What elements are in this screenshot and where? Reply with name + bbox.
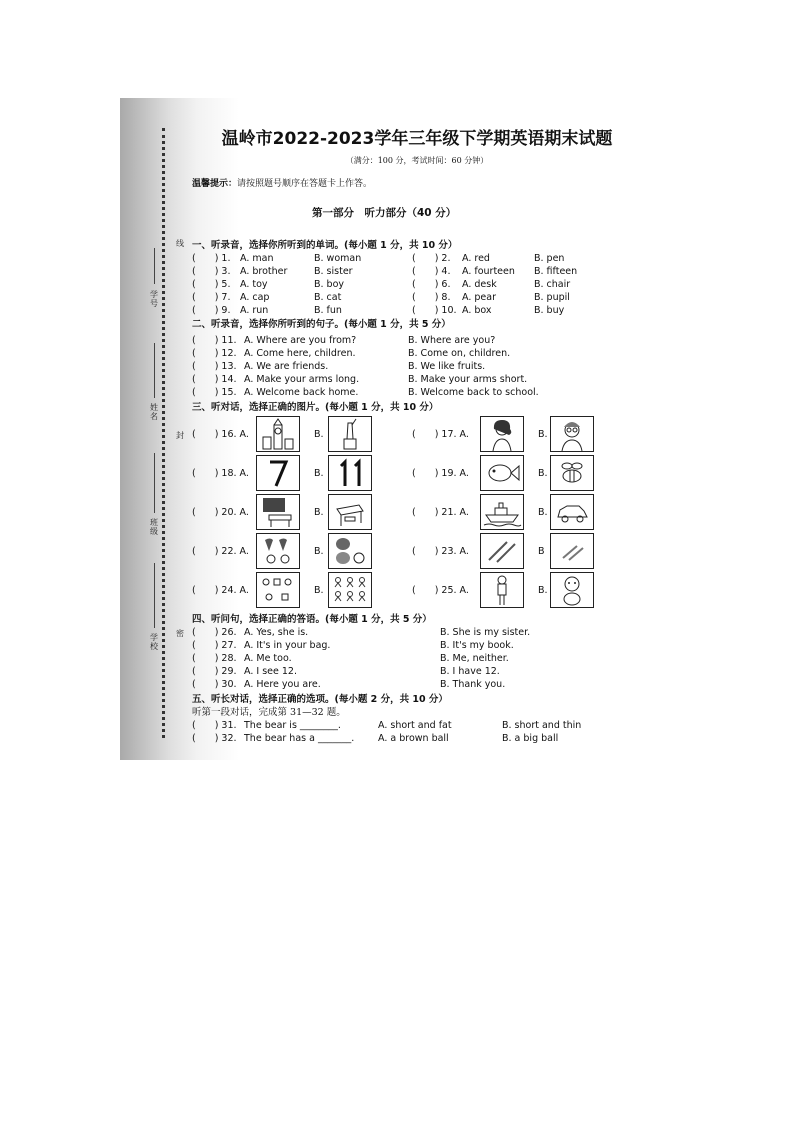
q-num: ( ) 24. A. xyxy=(192,585,249,596)
q-num: ( ) 3. xyxy=(192,266,231,277)
q-num: ( ) 17. A. xyxy=(412,429,469,440)
ship-icon[interactable] xyxy=(480,494,524,530)
option-a[interactable]: A. I see 12. xyxy=(244,666,297,677)
exam-content xyxy=(190,98,640,760)
watermelons-icon[interactable] xyxy=(328,533,372,569)
seal-mark-seal: 封 xyxy=(176,431,184,440)
student-number-label: 学号 xyxy=(150,290,158,308)
bee-icon[interactable] xyxy=(550,455,594,491)
clock-tower-icon[interactable] xyxy=(256,416,300,452)
option-b[interactable]: B. sister xyxy=(314,266,353,277)
option-b[interactable]: B. She is my sister. xyxy=(440,627,531,638)
option-a[interactable]: A. Come here, children. xyxy=(244,348,356,359)
option-b-label: B. xyxy=(314,585,324,596)
tip xyxy=(192,178,372,190)
q-num: ( ) 19. A. xyxy=(412,468,469,479)
car-icon[interactable] xyxy=(550,494,594,530)
q-num: ( ) 15. xyxy=(192,387,237,398)
option-b[interactable]: B. Thank you. xyxy=(440,679,506,690)
option-a[interactable]: A. Welcome back home. xyxy=(244,387,359,398)
option-a[interactable]: A. fourteen xyxy=(462,266,515,277)
q-num: ( ) 7. xyxy=(192,292,231,303)
section-1-heading: 一、听录音，选择你所听到的单词。(每小题 1 分，共 10 分） xyxy=(192,240,458,251)
option-b[interactable]: B. We like fruits. xyxy=(408,361,486,372)
q-num: ( ) 10. xyxy=(412,305,457,316)
q-num: ( ) 2. xyxy=(412,253,451,264)
option-b[interactable]: B. Where are you? xyxy=(408,335,496,346)
option-b[interactable]: B. It's my book. xyxy=(440,640,514,651)
q-num: ( ) 14. xyxy=(192,374,237,385)
q-num: ( ) 25. A. xyxy=(412,585,469,596)
section-4-heading: 四、听问句，选择正确的答语。(每小题 1 分，共 5 分） xyxy=(192,614,432,625)
q-num: ( ) 12. xyxy=(192,348,237,359)
section-5-heading: 五、听长对话，选择正确的选项。(每小题 2 分，共 10 分） xyxy=(192,694,448,705)
q-num: ( ) 8. xyxy=(412,292,451,303)
section-2-heading: 二、听录音，选择你所听到的句子。(每小题 1 分，共 5 分） xyxy=(192,319,451,330)
strawberries-icon[interactable] xyxy=(256,533,300,569)
option-a[interactable]: A. Here you are. xyxy=(244,679,321,690)
option-b[interactable]: B. a big ball xyxy=(502,733,559,744)
option-b[interactable]: B. Come on, children. xyxy=(408,348,511,359)
exam-sheet xyxy=(120,98,640,760)
option-b[interactable]: B. I have 12. xyxy=(440,666,500,677)
option-a[interactable]: A. run xyxy=(240,305,269,316)
q-num: ( ) 11. xyxy=(192,335,237,346)
q-num: ( ) 4. xyxy=(412,266,451,277)
option-b[interactable]: B. boy xyxy=(314,279,345,290)
exam-subtitle: （满分：100 分，考试时间：60 分钟） xyxy=(345,156,489,165)
q-num: ( ) 30. xyxy=(192,679,237,690)
option-b[interactable]: B. buy xyxy=(534,305,565,316)
section-3-heading: 三、听对话，选择正确的图片。(每小题 1 分，共 10 分） xyxy=(192,402,439,413)
option-b[interactable]: B. Me, neither. xyxy=(440,653,509,664)
school-field[interactable] xyxy=(154,563,155,628)
number-seven-icon[interactable] xyxy=(256,455,300,491)
option-b-label: B. xyxy=(538,507,548,518)
option-b-label: B. xyxy=(538,468,548,479)
option-a[interactable]: A. toy xyxy=(240,279,268,290)
option-b-label: B. xyxy=(314,468,324,479)
seal-mark-line: 线 xyxy=(176,239,184,248)
question-stem: The bear is ________. xyxy=(244,720,341,731)
option-b[interactable]: B. cat xyxy=(314,292,342,303)
option-a[interactable]: A. a brown ball xyxy=(378,733,449,744)
q-num: ( ) 16. A. xyxy=(192,429,249,440)
number-eleven-icon[interactable] xyxy=(328,455,372,491)
option-a[interactable]: A. desk xyxy=(462,279,497,290)
option-a[interactable]: A. short and fat xyxy=(378,720,452,731)
option-b[interactable]: B. short and thin xyxy=(502,720,582,731)
boy-icon[interactable] xyxy=(480,572,524,608)
option-a[interactable]: A. cap xyxy=(240,292,270,303)
option-b[interactable]: B. chair xyxy=(534,279,571,290)
q-num: ( ) 6. xyxy=(412,279,451,290)
q-num: ( ) 29. xyxy=(192,666,237,677)
option-a[interactable]: A. Make your arms long. xyxy=(244,374,360,385)
pencils-icon[interactable] xyxy=(480,533,524,569)
option-b[interactable]: B. woman xyxy=(314,253,362,264)
crayons-icon[interactable] xyxy=(550,533,594,569)
q-num: ( ) 21. A. xyxy=(412,507,469,518)
tip-label: 温馨提示： xyxy=(192,179,238,189)
toys-icon[interactable] xyxy=(256,572,300,608)
option-a[interactable]: A. brother xyxy=(240,266,288,277)
q-num: ( ) 18. A. xyxy=(192,468,249,479)
seal-mark-secret: 密 xyxy=(176,629,184,638)
class-label: 班级 xyxy=(150,518,158,536)
option-b-label: B. xyxy=(314,546,324,557)
school-desk-icon[interactable] xyxy=(328,494,372,530)
old-woman-icon[interactable] xyxy=(550,416,594,452)
student-number-field[interactable] xyxy=(154,248,155,284)
q-num: ( ) 28. xyxy=(192,653,237,664)
exam-title: 温岭市2022-2023学年三年级下学期英语期末试题 xyxy=(221,129,613,149)
option-a[interactable]: A. Where are you from? xyxy=(244,335,357,346)
section-5-instruction: 听第一段对话，完成第 31—32 题。 xyxy=(192,707,346,718)
class-field[interactable] xyxy=(154,453,155,513)
q-num: ( ) 13. xyxy=(192,361,237,372)
q-num: ( ) 5. xyxy=(192,279,231,290)
option-a[interactable]: A. pear xyxy=(462,292,496,303)
fish-icon[interactable] xyxy=(480,455,524,491)
seal-dotted-line xyxy=(162,128,165,738)
option-b[interactable]: B. fun xyxy=(314,305,342,316)
q-num: ( ) 31. xyxy=(192,720,237,731)
baby-icon[interactable] xyxy=(550,572,594,608)
option-b[interactable]: B. pupil xyxy=(534,292,570,303)
q-num: ( ) 32. xyxy=(192,733,237,744)
option-a[interactable]: A. man xyxy=(240,253,274,264)
option-a[interactable]: A. box xyxy=(462,305,492,316)
q-num: ( ) 20. A. xyxy=(192,507,249,518)
q-num: ( ) 9. xyxy=(192,305,231,316)
option-b-label: B xyxy=(538,546,545,557)
blackboard-desk-icon[interactable] xyxy=(256,494,300,530)
children-icon[interactable] xyxy=(328,572,372,608)
q-num: ( ) 23. A. xyxy=(412,546,469,557)
q-num: ( ) 1. xyxy=(192,253,231,264)
q-num: ( ) 22. A. xyxy=(192,546,249,557)
q-num: ( ) 27. xyxy=(192,640,237,651)
option-b-label: B. xyxy=(538,585,548,596)
name-label: 姓名 xyxy=(150,403,158,421)
option-a[interactable]: A. It's in your bag. xyxy=(244,640,331,651)
statue-icon[interactable] xyxy=(328,416,372,452)
school-label: 学校 xyxy=(150,633,158,651)
curly-hair-woman-icon[interactable] xyxy=(480,416,524,452)
option-a[interactable]: A. We are friends. xyxy=(244,361,329,372)
tip-text: 请按照题号顺序在答题卡上作答。 xyxy=(237,179,373,189)
option-b[interactable]: B. Make your arms short. xyxy=(408,374,528,385)
part1-heading: 第一部分 听力部分（40 分） xyxy=(312,207,457,219)
question-stem: The bear has a _______. xyxy=(244,733,355,744)
option-b-label: B. xyxy=(538,429,548,440)
option-b-label: B. xyxy=(314,507,324,518)
option-a[interactable]: A. Me too. xyxy=(244,653,292,664)
option-b[interactable]: B. fifteen xyxy=(534,266,578,277)
q-num: ( ) 26. xyxy=(192,627,237,638)
option-b[interactable]: B. pen xyxy=(534,253,565,264)
option-a[interactable]: A. Yes, she is. xyxy=(244,627,309,638)
name-field[interactable] xyxy=(154,343,155,398)
option-a[interactable]: A. red xyxy=(462,253,490,264)
option-b-label: B. xyxy=(314,429,324,440)
option-b[interactable]: B. Welcome back to school. xyxy=(408,387,539,398)
